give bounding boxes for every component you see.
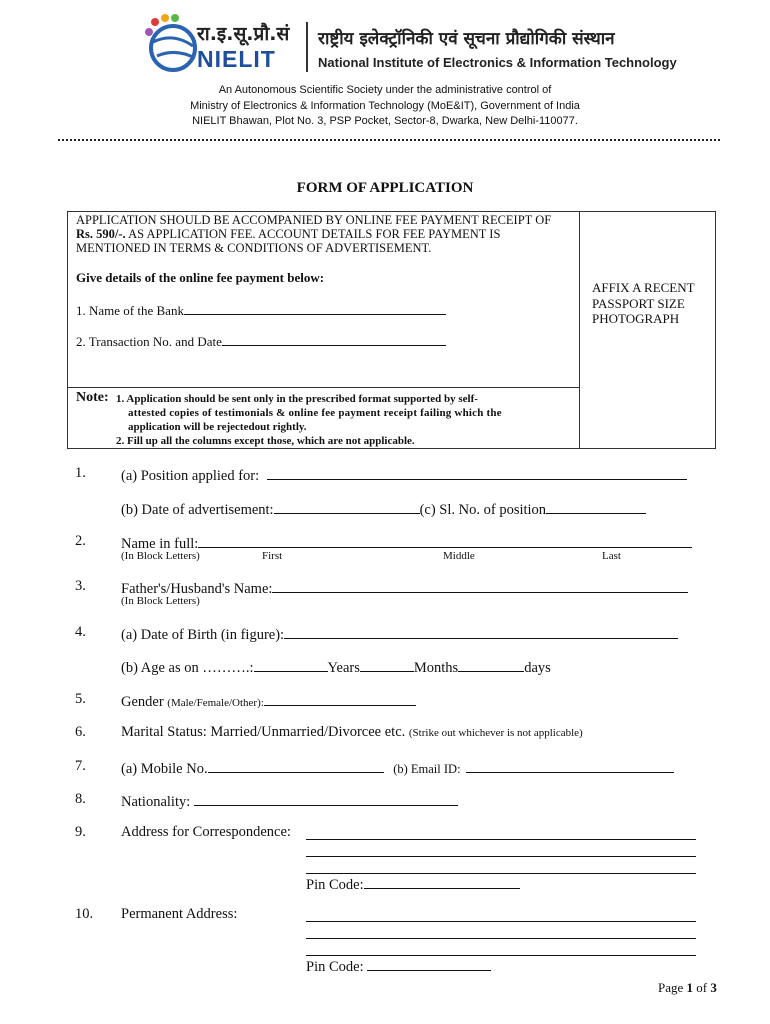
logo-abbr-hindi: रा.इ.सू.प्रौ.सं [197, 23, 290, 45]
age-years-field[interactable] [254, 657, 328, 672]
address-line-2[interactable] [306, 856, 696, 857]
years-label: Years [327, 660, 360, 676]
form-title: FORM OF APPLICATION [296, 180, 474, 196]
months-label: Months [413, 660, 459, 676]
name-first-caption: First [262, 550, 283, 562]
nationality-field[interactable] [194, 791, 458, 806]
item-number-2: 2. [75, 533, 86, 549]
adv-date-label: (b) Date of advertisement: [121, 502, 274, 518]
logo-abbr: NIELIT [197, 46, 276, 72]
transaction-row [76, 331, 446, 350]
nationality-row [121, 791, 458, 811]
dob-row [121, 624, 678, 644]
name-block-letters: (In Block Letters) [121, 550, 200, 562]
days-label: days [524, 660, 551, 676]
gender-label: Gender [121, 694, 164, 710]
fee-text-line-1: APPLICATION SHOULD BE ACCOMPANIED BY ONLINE FEE PAYMENT RECEIPT OF [76, 213, 552, 227]
address-line-1[interactable] [306, 839, 696, 840]
page-number [658, 980, 717, 996]
header-line-2: Ministry of Electronics & Information Technology (MoE&IT), Government of India [190, 100, 580, 112]
age-label: (b) Age as on ……….: [121, 660, 254, 676]
note-1b: attested copies of testimonials & online fee payment receipt failing which the [128, 407, 502, 419]
perm-pin-field[interactable] [367, 956, 491, 971]
contact-row [121, 758, 674, 778]
perm-pin-row [306, 956, 491, 976]
name-label: Name in full: [121, 536, 199, 552]
name-last-caption: Last [602, 550, 621, 562]
note-divider [67, 387, 580, 388]
note-1a: 1. Application should be sent only in the prescribed format supported by self- [116, 393, 478, 405]
item-number-5: 5. [75, 691, 86, 707]
name-middle-caption: Middle [443, 550, 475, 562]
marital-label: Marital Status: Married/Unmarried/Divorcee etc. [121, 724, 406, 740]
photo-text-2: PASSPORT SIZE [592, 295, 685, 311]
header-line-1: An Autonomous Scientific Society under the administrative control of [218, 84, 552, 96]
gender-options: (Male/Female/Other): [167, 697, 264, 709]
fee-amount: Rs. 590/-. [76, 227, 126, 241]
dotted-separator [58, 139, 720, 141]
institute-name-hindi: राष्ट्रीय इलेक्ट्रॉनिकी एवं सूचना प्रौद्योगिकी संस्थान [318, 29, 615, 49]
item-number-3: 3. [75, 578, 86, 594]
perm-address-label: Permanent Address: [121, 906, 238, 922]
item-number-1: 1. [75, 465, 86, 481]
father-row [121, 578, 688, 598]
header-line-3: NIELIT Bhawan, Plot No. 3, PSP Pocket, Sector-8, Dwarka, New Delhi-110077. [192, 115, 578, 127]
globe-logo-icon [143, 12, 203, 74]
fee-text-line-3: MENTIONED IN TERMS & CONDITIONS OF ADVERTISEMENT. [76, 241, 432, 255]
sl-no-label: (c) Sl. No. of position [419, 502, 547, 518]
email-field[interactable] [466, 758, 674, 773]
give-details-heading: Give details of the online fee payment below: [76, 270, 325, 285]
fee-text-rest: AS APPLICATION FEE. ACCOUNT DETAILS FOR FEE PAYMENT IS [125, 227, 501, 241]
age-row [121, 657, 551, 677]
note-1c: application will be rejectedout rightly. [128, 421, 307, 433]
position-row [121, 465, 687, 485]
note-label: Note: [76, 390, 109, 405]
photo-placeholder[interactable] [592, 280, 695, 327]
nationality-label: Nationality: [121, 794, 191, 810]
item-number-9: 9. [75, 824, 86, 840]
advertisement-row [121, 499, 646, 519]
pin-field[interactable] [364, 874, 520, 889]
note-2: 2. Fill up all the columns except those, which are not applicable. [116, 435, 415, 447]
age-days-field[interactable] [458, 657, 524, 672]
page-total: 3 [710, 980, 717, 995]
pin-row [306, 874, 520, 894]
page-of: of [696, 980, 708, 995]
pin-label: Pin Code: [306, 877, 364, 893]
perm-pin-label: Pin Code: [306, 959, 364, 975]
position-label: (a) Position applied for: [121, 468, 260, 484]
father-label: Father's/Husband's Name: [121, 581, 273, 597]
dob-label: (a) Date of Birth (in figure): [121, 627, 285, 643]
age-months-field[interactable] [360, 657, 414, 672]
photo-box-divider [579, 211, 580, 449]
transaction-field[interactable] [222, 331, 446, 346]
header-divider [306, 22, 308, 72]
mobile-field[interactable] [208, 758, 384, 773]
photo-text-3: PHOTOGRAPH [592, 311, 680, 326]
fee-text-line-2 [76, 227, 500, 242]
perm-address-line-2[interactable] [306, 938, 696, 939]
bank-name-field[interactable] [184, 300, 446, 315]
page-current: 1 [686, 980, 694, 995]
dob-field[interactable] [284, 624, 678, 639]
marital-note: (Strike out whichever is not applicable) [408, 727, 583, 739]
gender-row [121, 691, 416, 711]
item-number-7: 7. [75, 758, 86, 774]
gender-field[interactable] [264, 691, 416, 706]
item-number-10: 10. [75, 906, 94, 922]
nielit-logo [143, 12, 303, 74]
mobile-label: (a) Mobile No. [121, 761, 208, 777]
father-block-letters: (In Block Letters) [121, 595, 200, 607]
item-number-6: 6. [75, 724, 86, 740]
father-field[interactable] [272, 578, 688, 593]
name-field[interactable] [198, 533, 692, 548]
bank-name-row [76, 300, 446, 319]
sl-no-field[interactable] [546, 499, 646, 514]
email-label: (b) Email ID: [393, 762, 461, 776]
perm-address-line-1[interactable] [306, 921, 696, 922]
transaction-label: 2. Transaction No. and Date [76, 334, 222, 349]
item-number-4: 4. [75, 624, 86, 640]
bank-name-label: 1. Name of the Bank [76, 303, 184, 318]
item-number-8: 8. [75, 791, 86, 807]
photo-text-1: AFFIX A RECENT [592, 280, 695, 295]
position-field[interactable] [267, 465, 687, 480]
adv-date-field[interactable] [274, 499, 420, 514]
address-label: Address for Correspondence: [121, 824, 291, 840]
institute-name-english: National Institute of Electronics & Information Technology [318, 55, 677, 70]
marital-row [121, 724, 583, 741]
page-prefix: Page [658, 980, 684, 995]
